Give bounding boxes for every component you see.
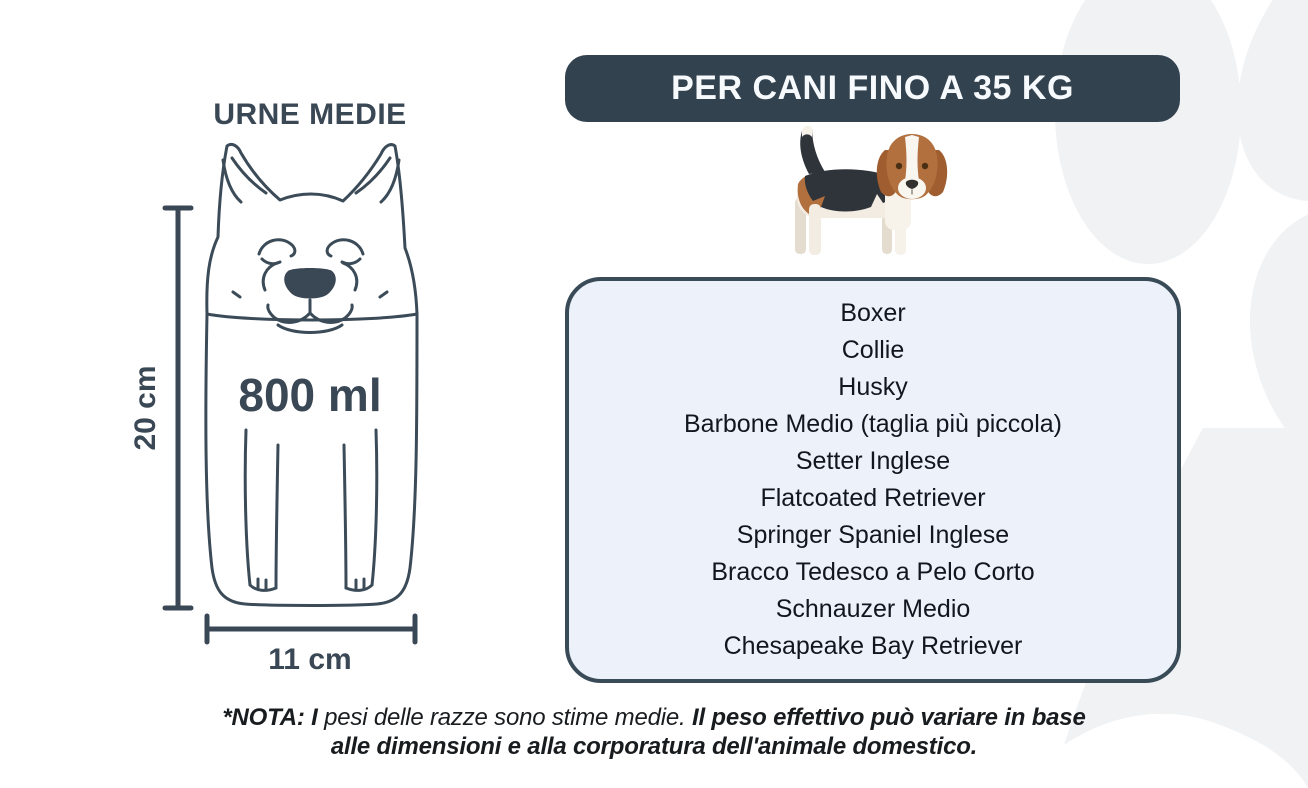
breed-list [684,295,1062,664]
footnote-regular-text: pesi delle razze sono stime medie. [317,704,692,731]
breed-list-box [565,277,1181,683]
footnote-bold-suffix: Il peso effettivo può variare in base [691,704,1086,731]
footnote-line-1 [0,703,1308,732]
footnote-bold-prefix: *NOTA: I [222,704,318,731]
breed-item: Chesapeake Bay Retriever [723,631,1023,660]
weight-category-label: PER CANI FINO A 35 KG [671,69,1074,107]
height-label: 20 cm [128,365,162,451]
breed-item: Bracco Tedesco a Pelo Corto [711,557,1035,586]
urn-dog-nose [284,268,336,299]
urn-size-title: URNE MEDIE [213,98,407,131]
breed-item: Husky [838,373,908,402]
footnote [0,703,1308,761]
height-dimension-line [165,208,191,608]
breed-item: Setter Inglese [795,447,951,476]
width-label: 11 cm [268,643,352,676]
breed-item: Schnauzer Medio [775,594,971,623]
breed-item: Flatcoated Retriever [760,484,986,512]
footnote-line-2: alle dimensioni e alla corporatura dell'animale domestico. [330,733,978,760]
weight-category-header [565,55,1180,122]
beagle-illustration [785,124,960,260]
breed-item: Boxer [840,299,906,328]
capacity-label: 800 ml [238,369,382,421]
breed-item: Collie [841,336,905,365]
breed-item: Barbone Medio (taglia più piccola) [684,410,1062,439]
breed-item: Springer Spaniel Inglese [736,520,1010,549]
dog-urn-diagram [120,128,480,688]
width-dimension-line [207,616,415,642]
